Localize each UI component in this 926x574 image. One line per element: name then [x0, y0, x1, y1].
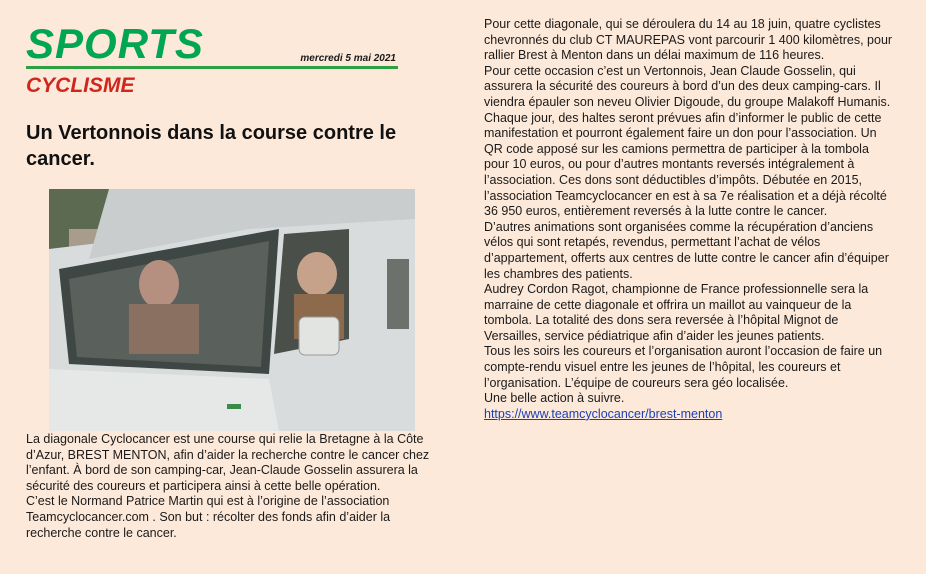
- masthead-title: SPORTS: [26, 20, 204, 67]
- article-paragraph: Pour cette occasion c’est un Vertonnois, Jean Claude Gosselin, qui assurera la sécurité des coureurs à bord d’un des deux camping-cars. Il viendra épauler son neveu Olivier Digoude, du groupe Malakoff Humanis.: [484, 63, 891, 109]
- article-body: [484, 17, 896, 422]
- article-paragraph: Chaque jour, des haltes seront prévues afin d’informer le public de cette manifestation et pourront également faire un don pour l’association. Un QR code apposé sur les camions permettra de participer à la tombola pour 10 euros, ou pour d’autres montants reversés intégralement à l’association. Ces dons sont déductibles d’impôts. Débutée en 2015, l’association Teamcyclocancer en est à sa 7e réalisation et a déjà récolté 36 950 euros, entièrement reversés à la lutte contre le cancer.: [484, 110, 887, 219]
- caption-paragraph: C’est le Normand Patrice Martin qui est à l’origine de l’association Teamcyclocancer.com . Son but : récolter des fonds afin d’aider la recherche contre le cancer.: [26, 494, 391, 540]
- section-label: CYCLISME: [26, 74, 135, 97]
- photo-caption: [26, 432, 434, 541]
- article-headline: Un Vertonnois dans la course contre le cancer.: [26, 122, 397, 170]
- article-paragraph: Une belle action à suivre.: [484, 391, 625, 406]
- publication-date: mercredi 5 mai 2021: [300, 53, 396, 64]
- article-paragraph: Tous les soirs les coureurs et l’organisation auront l’occasion de faire un compte-rendu visuel entre les jeunes de l’hôpital, les coureurs et l’organisation. L’équipe de coureurs sera géo localisée.: [484, 344, 883, 390]
- article-photo: [49, 189, 415, 431]
- article-paragraph: Pour cette diagonale, qui se déroulera du 14 au 18 juin, quatre cyclistes chevronnés du club CT MAUREPAS vont parcourir 1 400 kilomètres, pour rallier Brest à Menton dans un délai maximum de 116 heures.: [484, 17, 893, 63]
- article-paragraph: Audrey Cordon Ragot, championne de France professionnelle sera la marraine de cette diagonale et offrira un maillot au vainqueur de la tombola. La totalité des dons sera reversée à l’hôpital Mignot de Versailles, service pédiatrique afin d’aider les jeunes patients.: [484, 282, 869, 343]
- masthead: [26, 20, 398, 69]
- article-paragraph: D’autres animations sont organisées comme la récupération d’anciens vélos qui sont retapés, revendus, permettant l’achat de vélos d’appartement, offerts aux centres de lutte contre le cancer afin d’équiper les chambres des patients.: [484, 219, 889, 281]
- external-link[interactable]: https://www.teamcyclocancer/brest-menton: [484, 406, 723, 421]
- camper-van-driver-photo-icon: [49, 189, 415, 431]
- caption-paragraph: La diagonale Cyclocancer est une course qui relie la Bretagne à la Côte d’Azur, BREST MENTON, afin d’aider la recherche contre le cancer chez l’enfant. À bord de son camping-car, Jean-Claude Gosselin assurera la sécurité des coureurs et participera ainsi à cette belle opération.: [26, 432, 430, 493]
